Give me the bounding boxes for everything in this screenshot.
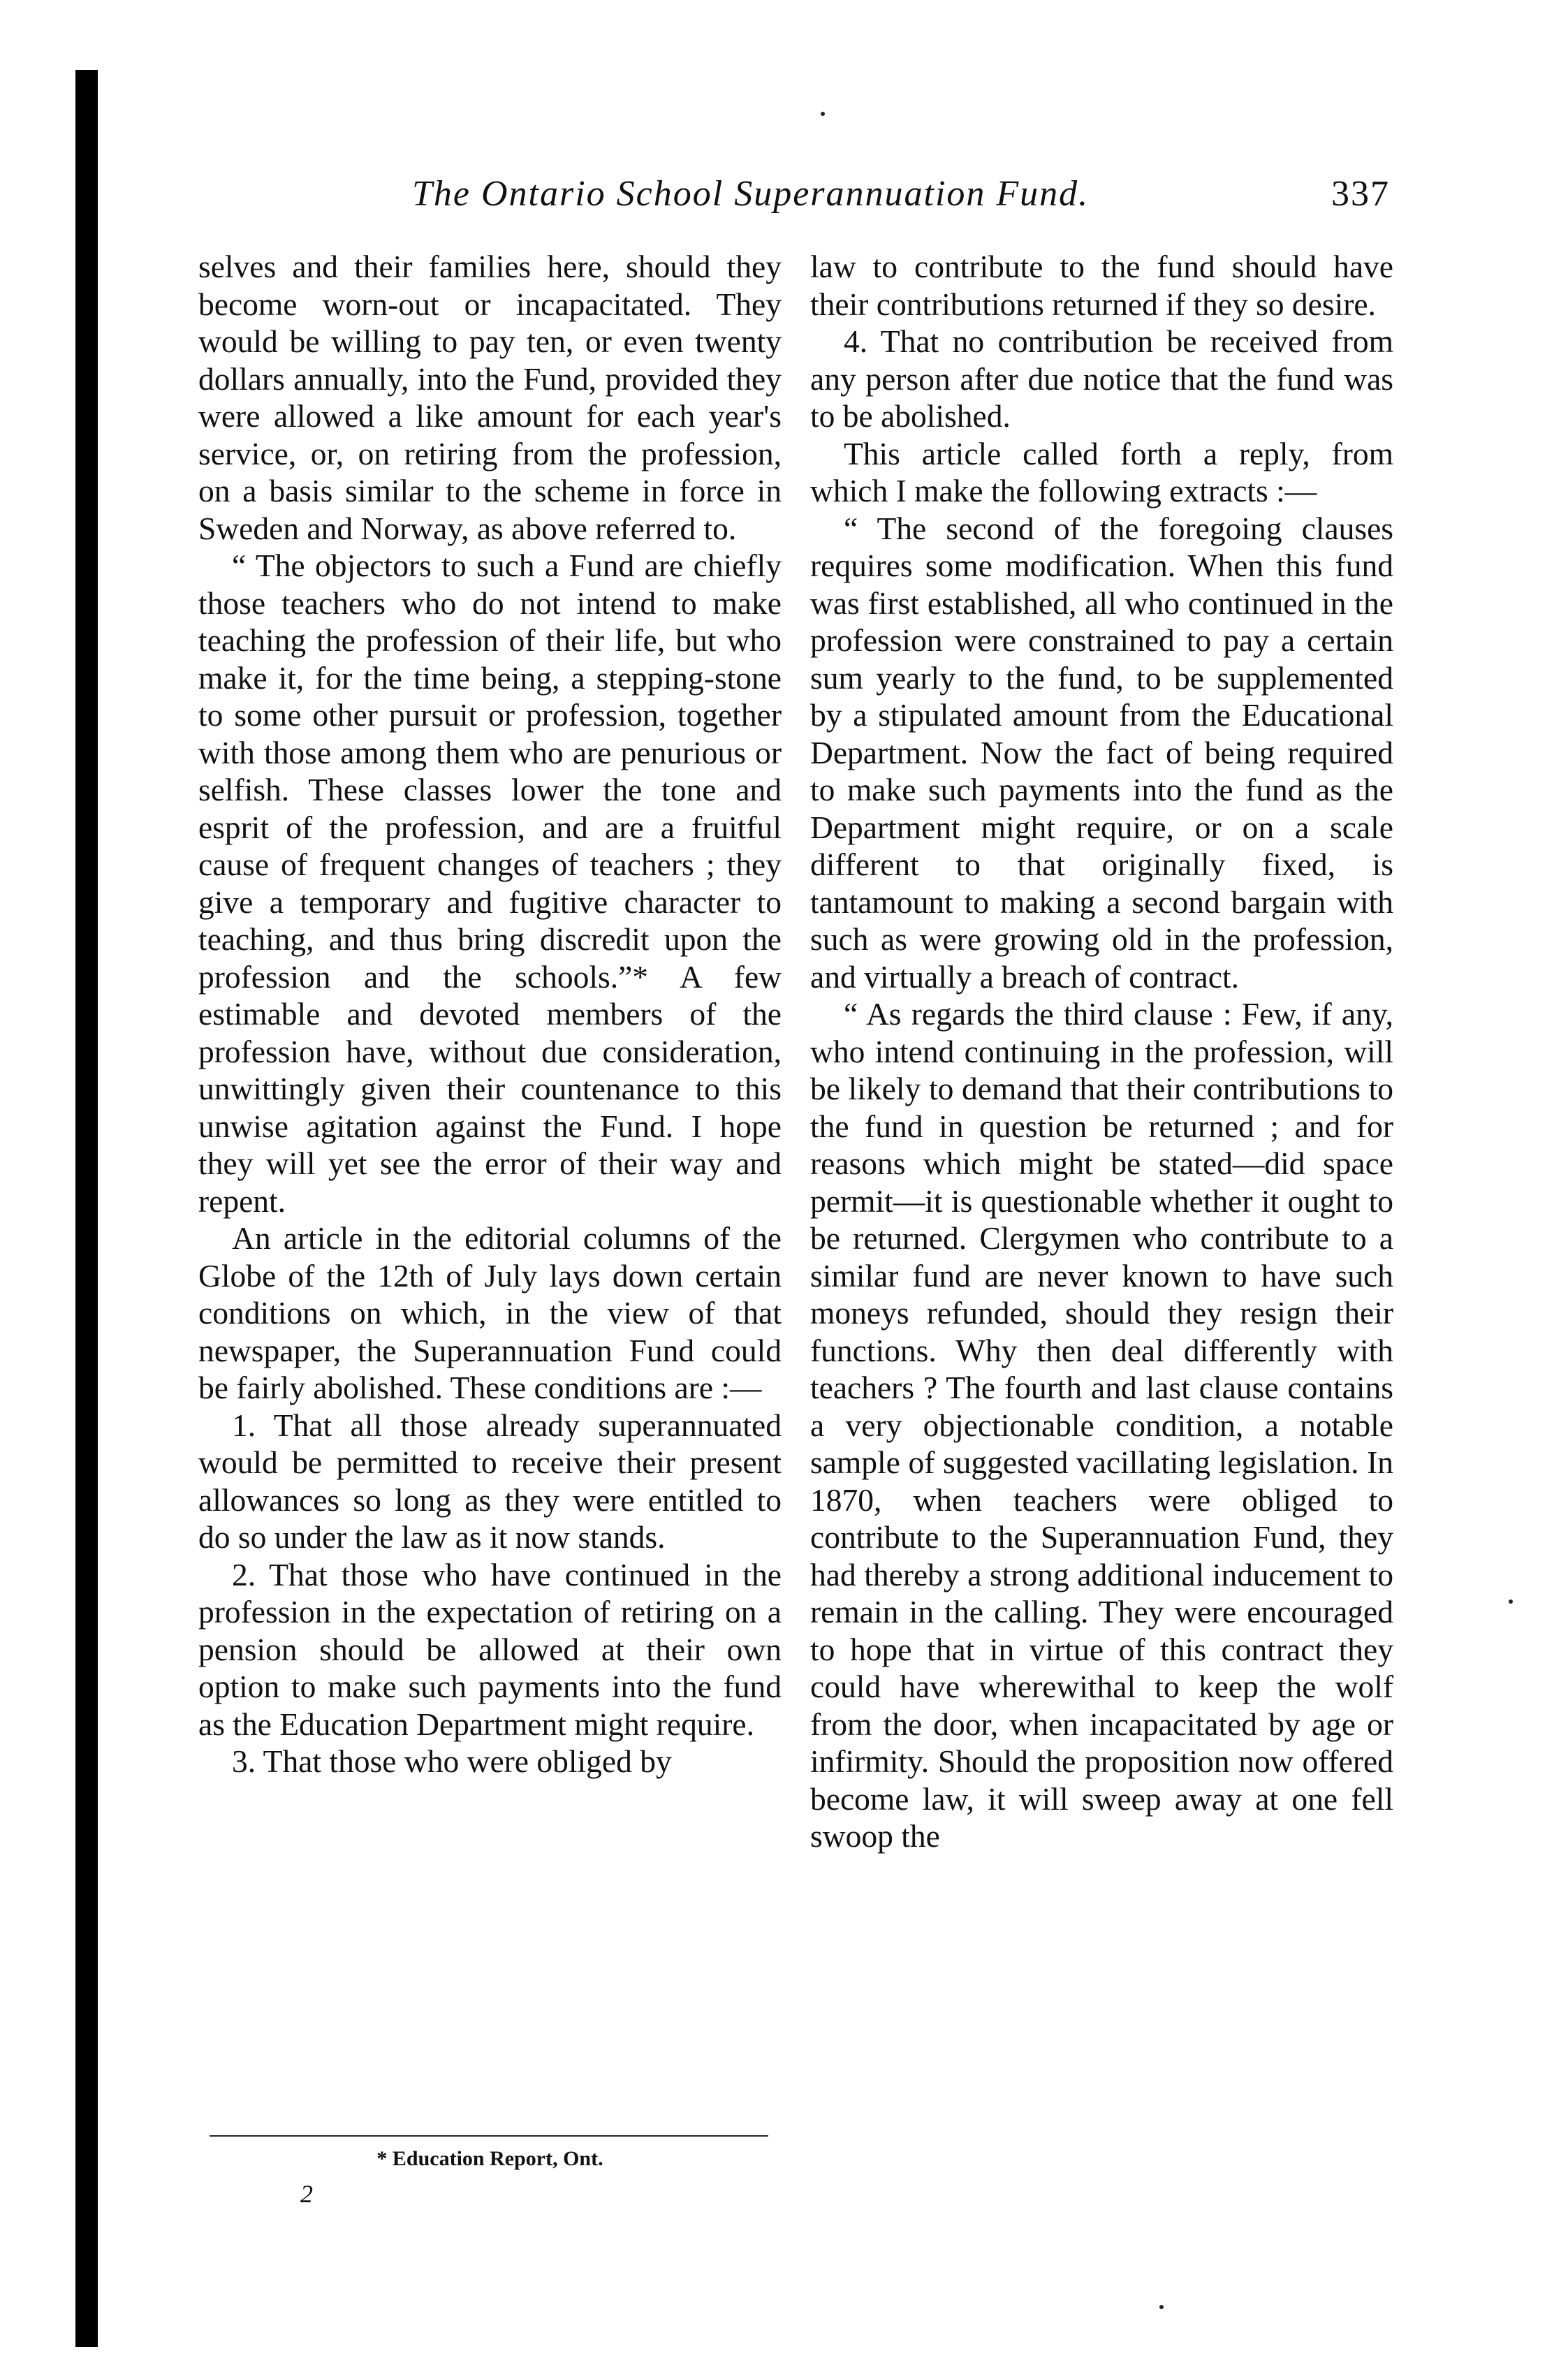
paragraph: 1. That all those already superannuated would be permitted to receive their present allowances so long as they were entitled to do so under the law as it now stands. — [198, 1407, 782, 1555]
scan-speck — [821, 112, 825, 116]
footnote-rule — [210, 2135, 768, 2137]
paragraph: law to contribute to the fund should have their contributions returned if they so desire. — [810, 249, 1393, 322]
paragraph: 3. That those who were obliged by — [232, 1743, 672, 1779]
footnote: * Education Report, Ont. — [376, 2147, 603, 2170]
left-column — [198, 248, 782, 1780]
paragraph: selves and their families here, should they become worn-out or incapacitated. They would be willing to pay ten, or even twenty dollars annually, into the Fund, provided they were allowed a like amount for each year's service, or, on retiring from the profession, on a basis similar to the scheme in force in Sweden and Norway, as above referred to. — [198, 249, 782, 546]
paragraph: “ The second of the foregoing clauses requires some modification. When this fund was first established, all who continued in the profession were constrained to pay a certain sum yearly to the fund, to be supplemented by a stipulated amount from the Educational Department. Now the fact of being required to make such payments into the fund as the Department might require, or on a scale different to that originally fixed, is tantamount to making a second bargain with such as were growing old in the profession, and virtually a breach of contract. — [810, 510, 1393, 995]
running-title: The Ontario School Superannuation Fund. — [412, 174, 1090, 214]
page-number: 337 — [1331, 174, 1390, 214]
paragraph: 4. That no contribution be received from any person after due notice that the fund was to be abolished. — [810, 323, 1393, 434]
signature-mark: 2 — [300, 2180, 313, 2208]
running-head — [412, 173, 1390, 229]
scan-edge-shadow — [75, 70, 98, 2347]
paragraph: “ The objectors to such a Fund are chiefly those teachers who do not intend to make teaching the profession of their life, but who make it, for the time being, a stepping-stone to some other pursuit or profession, together with those among them who are penurious or selfish. These classes lower the tone and esprit of the profession, and are a fruitful cause of frequent changes of teachers ; they give a temporary and fugitive character to teaching, and thus bring discredit upon the profession and the schools.”* A few estimable and devoted members of the profession have, without due consideration, unwittingly given their countenance to this unwise agitation against the Fund. I hope they will yet see the error of their way and repent. — [198, 548, 782, 1219]
scan-speck — [1159, 2305, 1164, 2309]
paragraph: This article called forth a reply, from which I make the following extracts :— — [810, 435, 1393, 508]
paragraph: “ As regards the third clause : Few, if any, who intend continuing in the profession, will be likely to demand that their contributions to the fund in question be returned ; and for reasons which might be stated—did space permit—it is questionable whether it ought to be returned. Clergymen who contribute to a similar fund are never known to have such moneys refunded, should they resign their functions. Why then deal differently with teachers ? The fourth and last clause contains a very objectionable condition, a notable sample of suggested vacillating legislation. In 1870, when teachers were obliged to contribute to the Superannuation Fund, they had thereby a strong additional inducement to remain in the calling. They were encouraged to hope that in virtue of this contract they could have wherewithal to keep the wolf from the door, when incapacitated by age or infirmity. Should the proposition now offered become law, it will sweep away at one fell swoop the — [810, 996, 1393, 1854]
scan-speck — [1509, 1599, 1513, 1604]
paragraph: An article in the editorial columns of the Globe of the 12th of July lays down certain conditions on which, in the view of that newspaper, the Superannuation Fund could be fairly abolished. These conditions are :— — [198, 1220, 782, 1405]
paragraph: 2. That those who have continued in the profession in the expectation of retiring on a pension should be allowed at their own option to make such payments into the fund as the Education Department might require. — [198, 1556, 782, 1742]
right-column — [810, 248, 1393, 1855]
